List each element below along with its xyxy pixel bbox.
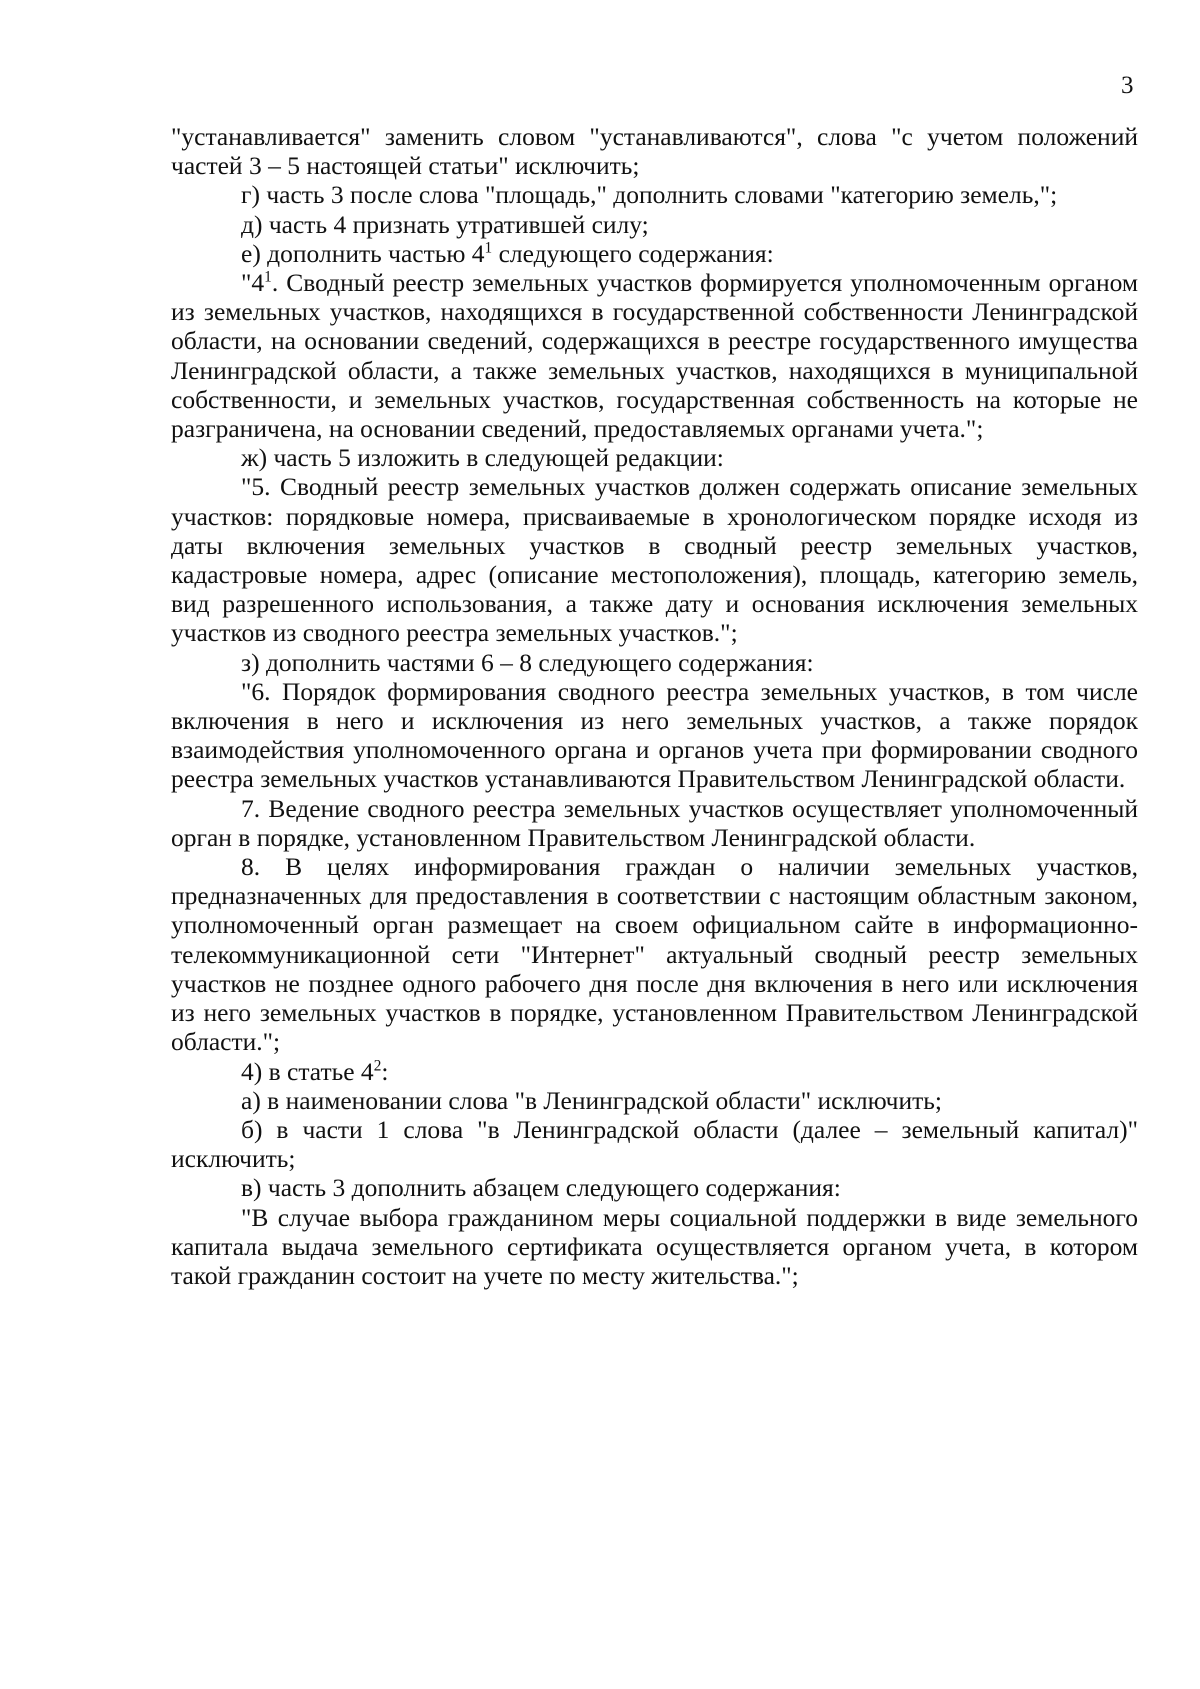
paragraph — [171, 239, 1138, 268]
paragraph-text: следующего содержания: — [492, 238, 774, 268]
page-number: 3 — [1121, 72, 1134, 99]
paragraph: в) часть 3 дополнить абзацем следующего содержания: — [241, 1173, 841, 1203]
paragraph: з) дополнить частями 6 – 8 следующего содержания: — [241, 647, 814, 677]
paragraph: 8. В целях информирования граждан о наличии земельных участков, предназначенных для предоставления в соответствии с настоящим областным законом, уполномоченный орган размещает на своем официальном сайте в информационно-телекоммуникационной сети "Интернет" актуальный сводный реестр земельных участков не позднее одного рабочего дня после дня включения в него или исключения из него земельных участков в порядке, установленном Правительством Ленинградской области."; — [171, 852, 1138, 1057]
paragraph — [171, 268, 1138, 443]
superscript: 1 — [264, 268, 272, 286]
paragraph-text: "4 — [241, 268, 265, 298]
paragraph: "6. Порядок формирования сводного реестра земельных участков, в том числе включения в него и исключения из него земельных участков, а также порядок взаимодействия уполномоченного органа и органов учета при формировании сводного реестра земельных участков устанавливаются Правительством Ленинградской области. — [171, 676, 1138, 794]
superscript: 2 — [373, 1057, 382, 1074]
paragraph: д) часть 4 признать утратившей силу; — [241, 209, 649, 239]
superscript: 1 — [484, 239, 493, 257]
paragraph-text: е) дополнить частью 4 — [241, 238, 485, 268]
paragraph: а) в наименовании слова "в Ленинградской области" исключить; — [241, 1085, 942, 1115]
paragraph: г) часть 3 после слова "площадь," дополнить словами "категорию земель,"; — [241, 180, 1058, 210]
paragraph-text: 4) в статье 4 — [241, 1056, 374, 1086]
paragraph — [171, 1057, 1138, 1086]
paragraph: б) в части 1 слова "в Ленинградской области (далее – земельный капитал)" исключить; — [171, 1114, 1138, 1174]
paragraph: "В случае выбора гражданином меры социальной поддержки в виде земельного капитала выдача земельного сертификата осуществляется органом учета, в котором такой гражданин состоит на учете по месту жительства."; — [171, 1202, 1138, 1290]
paragraph-text: : — [381, 1056, 389, 1086]
paragraph: "5. Сводный реестр земельных участков должен содержать описание земельных участков: порядковые номера, присваиваемые в хронологическом порядке исходя из даты включения земельных участков в сводный реестр земельных участков, кадастровые номера, адрес (описание местоположения), площадь, категорию земель, вид разрешенного использования, а также дату и основания исключения земельных участков из сводного реестра земельных участков."; — [171, 472, 1138, 648]
paragraph: "устанавливается" заменить словом "устанавливаются", слова "с учетом положений частей 3 – 5 настоящей статьи" исключить; — [171, 122, 1138, 181]
paragraph: 7. Ведение сводного реестра земельных участков осуществляет уполномоченный орган в порядке, установленном Правительством Ленинградской области. — [171, 793, 1138, 852]
paragraph: ж) часть 5 изложить в следующей редакции: — [241, 443, 724, 473]
paragraph-text: . Сводный реестр земельных участков формируется уполномоченным органом из земельных участков, находящихся в государственной собственности Ленинградской области, на основании сведений, содержащихся в реестре государственного имущества Ленинградской области, а также земельных участков, находящихся в муниципальной собственности, и земельных участков, государственная собственность на которые не разграничена, на основании сведений, предоставляемых органами учета."; — [171, 268, 1138, 444]
document-body — [171, 122, 1138, 1290]
